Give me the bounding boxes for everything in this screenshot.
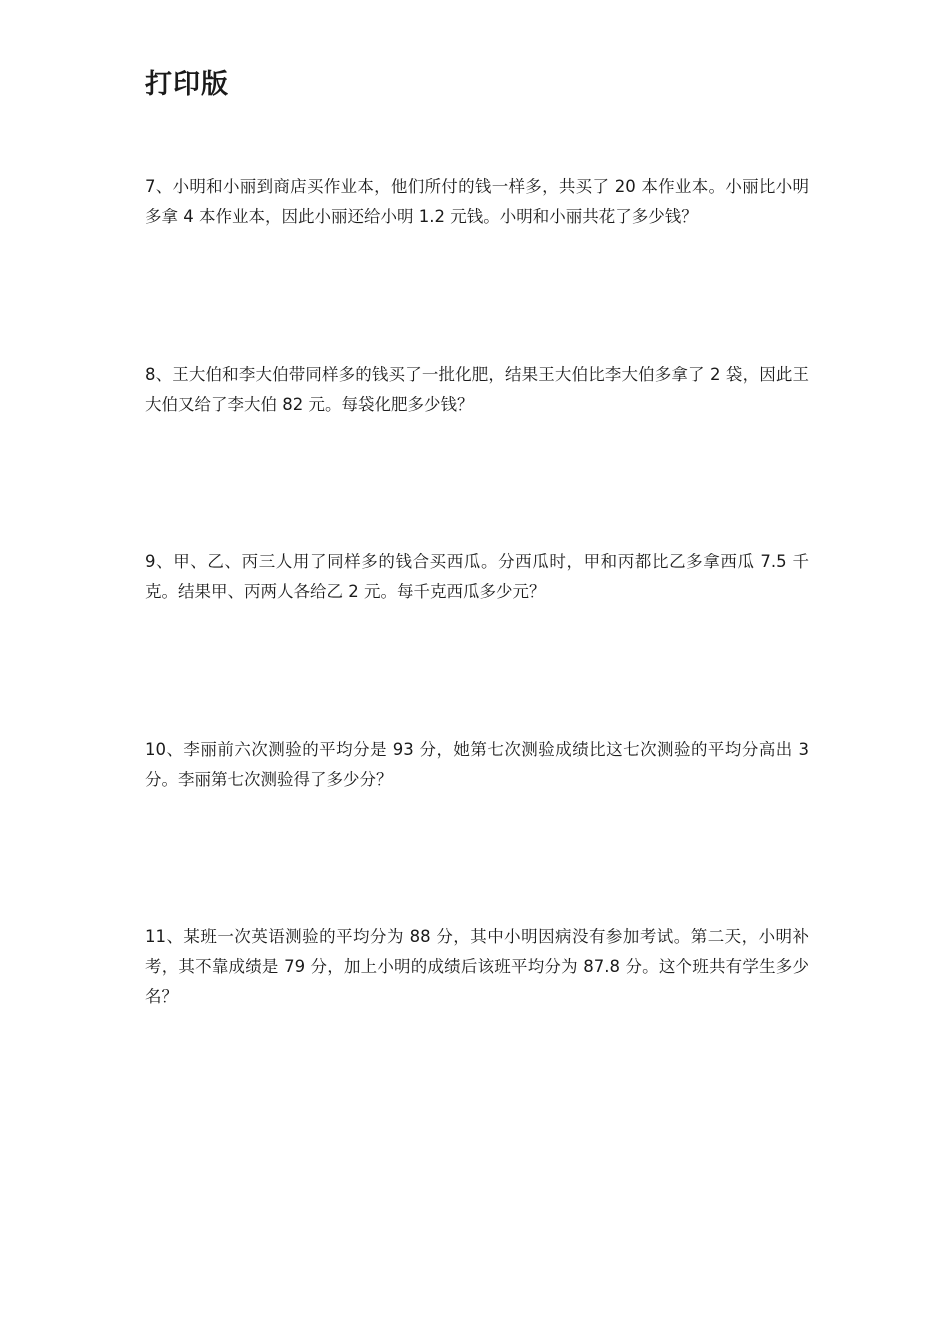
question-11: 11、某班一次英语测验的平均分为 88 分，其中小明因病没有参加考试。第二天，小明补考，其不靠成绩是 79 分，加上小明的成绩后该班平均分为 87.8 分。这个班共有学生多少名？: [145, 927, 809, 1006]
question-9: 9、甲、乙、丙三人用了同样多的钱合买西瓜。分西瓜时，甲和丙都比乙多拿西瓜 7.5 千克。结果甲、丙两人各给乙 2 元。每千克西瓜多少元？: [145, 552, 809, 601]
question-10: 10、李丽前六次测验的平均分是 93 分，她第七次测验成绩比这七次测验的平均分高出 3 分。李丽第七次测验得了多少分？: [145, 740, 809, 789]
question-8: 8、王大伯和李大伯带同样多的钱买了一批化肥，结果王大伯比李大伯多拿了 2 袋，因此王大伯又给了李大伯 82 元。每袋化肥多少钱？: [145, 365, 809, 414]
page-title: 打印版: [145, 69, 229, 100]
question-7: 7、小明和小丽到商店买作业本，他们所付的钱一样多，共买了 20 本作业本。小丽比小明多拿 4 本作业本，因此小丽还给小明 1.2 元钱。小明和小丽共花了多少钱？: [145, 177, 809, 226]
